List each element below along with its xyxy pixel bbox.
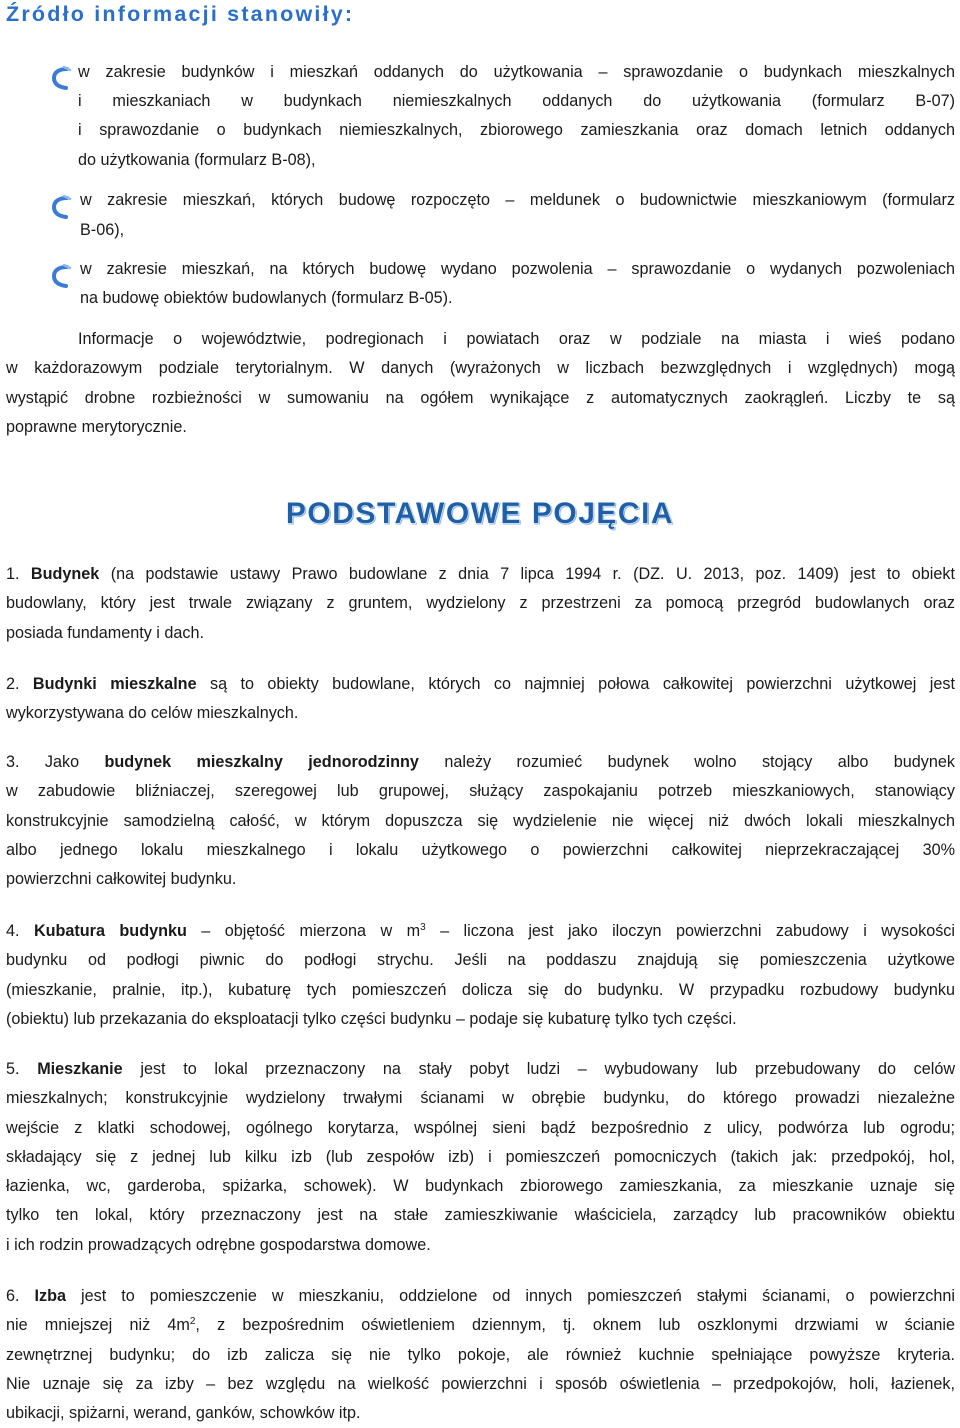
hook-bullet-icon bbox=[48, 262, 72, 292]
source-item-line: w zakresie budynków i mieszkań oddanych do użytkowania – sprawozdanie o budynkach mieszkalnych bbox=[78, 63, 955, 81]
hook-bullet-icon bbox=[48, 64, 72, 94]
definition-text: Nie uznaje się za izby – bez względu na wielkość powierzchni i sposób oświetlenia – przedpokojów, holi, łazienek, bbox=[6, 1374, 955, 1393]
superscript: 3 bbox=[420, 922, 426, 933]
definition-text: 5. bbox=[6, 1060, 38, 1078]
source-item-line: i sprawozdanie o budynkach niemieszkalnych, zbiorowego zamieszkania oraz domach letnich oddanych bbox=[78, 121, 955, 139]
hook-bullet-icon bbox=[48, 193, 72, 223]
source-item-line: do użytkowania (formularz B-08), bbox=[78, 151, 316, 169]
definition-line bbox=[6, 1370, 955, 1399]
source-item-line: w zakresie mieszkań, których budowę rozpoczęto – meldunek o budownictwie mieszkaniowym (formularz bbox=[80, 191, 955, 209]
definition-line bbox=[6, 1055, 955, 1084]
section-title-text: PODSTAWOWE POJĘCIA bbox=[285, 497, 675, 530]
definition-text: i ich rodzin prowadzących odrębne gospodarstwa domowe. bbox=[6, 1235, 431, 1254]
definition-text: jest to lokal przeznaczony na stały pobyt ludzi – wybudowany lub przebudowany do celów bbox=[122, 1060, 956, 1078]
page-heading: Źródło informacji stanowiły: bbox=[6, 2, 355, 26]
definition-term: Budynki mieszkalne bbox=[32, 675, 197, 693]
definition-line bbox=[6, 1311, 955, 1340]
definition-1 bbox=[6, 560, 955, 648]
definition-line bbox=[6, 699, 955, 728]
definition-text: posiada fundamenty i dach. bbox=[6, 623, 204, 642]
definition-3 bbox=[6, 748, 955, 894]
definition-text: budynku od podłogi piwnic do podłogi strychu. Jeśli na poddaszu znajdują się pomieszczenia użytkowe bbox=[6, 951, 955, 970]
definition-line bbox=[6, 1341, 955, 1370]
definition-text: , z bezpośrednim oświetleniem dziennym, tj. oknem lub oszklonymi drzwiami w ścianie bbox=[195, 1316, 955, 1335]
definition-line bbox=[6, 1143, 955, 1172]
definition-text: 6. bbox=[6, 1287, 35, 1305]
definition-text: są to obiekty budowlane, których co najmniej połowa całkowitej powierzchni użytkowej jest bbox=[196, 675, 955, 693]
definition-text: składający się z jednej lub kilku izb (lub zespołów izb) i pomieszczeń pomocniczych (takich jak: przedpokój, hol, bbox=[6, 1147, 955, 1166]
definition-line bbox=[6, 1005, 955, 1034]
definition-text: – objętość mierzona w m bbox=[186, 922, 421, 940]
definition-text: – liczona jest jako iloczyn powierzchni zabudowy i wysokości bbox=[425, 922, 955, 940]
definition-line bbox=[6, 865, 955, 894]
source-item-line: i mieszkaniach w budynkach niemieszkalnych oddanych do użytkowania (formularz B-07) bbox=[78, 92, 955, 110]
superscript: 2 bbox=[189, 1316, 196, 1328]
definition-term: Budynek bbox=[30, 565, 100, 583]
info-paragraph-line: wystąpić drobne rozbieżności w sumowaniu na ogółem wynikające z automatycznych zaokrągleń. Liczby te są bbox=[6, 389, 955, 407]
definition-text: 2. bbox=[6, 675, 33, 693]
definition-text: należy rozumieć budynek wolno stojący albo budynek bbox=[418, 753, 955, 771]
definition-6 bbox=[6, 1282, 955, 1428]
definition-line bbox=[6, 560, 955, 589]
section-title bbox=[0, 490, 960, 539]
definition-text: jest to pomieszczenie w mieszkaniu, oddzielone od innych pomieszczeń stałymi ścianami, o powierzchni bbox=[66, 1287, 956, 1305]
definition-line bbox=[6, 589, 955, 618]
definition-text: (mieszkanie, pralnie, itp.), kubaturę tych pomieszczeń dolicza się do budynku. W przypadku rozbudowy budynku bbox=[6, 980, 955, 999]
definition-text: konstrukcyjnie samodzielną całość, w którym dopuszcza się wydzielenie nie więcej niż dwóch lokali mieszkalnych bbox=[6, 811, 955, 830]
definition-line bbox=[6, 748, 955, 777]
definition-text: wykorzystywana do celów mieszkalnych. bbox=[6, 704, 299, 723]
info-paragraph-line: w każdorazowym podziale terytorialnym. W danych (wyrażonych w liczbach bezwzględnych i względnych) mogą bbox=[6, 359, 955, 377]
definition-line bbox=[6, 836, 955, 865]
definition-text: tylko ten lokal, który przeznaczony jest na stałe zamieszkiwanie właściciela, zarządcy lub pracowników obiektu bbox=[6, 1206, 955, 1225]
definition-line bbox=[6, 1172, 955, 1201]
definition-text: budowlany, który jest trwale związany z gruntem, wydzielony z przestrzeni za pomocą przegród budowlanych oraz bbox=[6, 594, 955, 613]
definition-text: (obiektu) lub przekazania do eksploatacji tylko części budynku – podaje się kubaturę tylko tych części. bbox=[6, 1009, 737, 1028]
definition-line bbox=[6, 1399, 955, 1428]
info-paragraph-line: poprawne merytorycznie. bbox=[6, 418, 187, 436]
definition-line bbox=[6, 807, 955, 836]
definition-text: nie mniejszej niż 4m bbox=[6, 1316, 190, 1335]
definition-term: Mieszkanie bbox=[37, 1060, 123, 1078]
definition-term: budynek mieszkalny jednorodzinny bbox=[104, 753, 419, 771]
definition-line bbox=[6, 1084, 955, 1113]
definition-line bbox=[6, 976, 955, 1005]
definition-text: zewnętrznej budynku; do izb zalicza się nie tylko pokoje, ale również kuchnie spełniające powyższe kryteria. bbox=[6, 1345, 955, 1364]
source-item-line: na budowę obiektów budowlanych (formularz B-05). bbox=[80, 289, 453, 307]
definition-text: (na podstawie ustawy Prawo budowlane z dnia 7 lipca 1994 r. (DZ. U. 2013, poz. 1409) jest to obiekt bbox=[99, 565, 955, 583]
definition-line bbox=[6, 619, 955, 648]
definition-text: 4. bbox=[6, 922, 34, 940]
definition-5 bbox=[6, 1055, 955, 1260]
definition-line bbox=[6, 917, 955, 946]
section-title-graphic bbox=[285, 490, 675, 534]
definition-line bbox=[6, 1282, 955, 1311]
definition-line bbox=[6, 1201, 955, 1230]
source-item-line: B-06), bbox=[80, 221, 125, 239]
definition-line bbox=[6, 946, 955, 975]
definition-line bbox=[6, 670, 955, 699]
definition-text: 3. Jako bbox=[6, 753, 105, 771]
definition-term: Izba bbox=[34, 1287, 67, 1305]
definition-text: łazienka, wc, garderoba, spiżarka, schowek). W budynkach zbiorowego zamieszkania, za mieszkanie uznaje się bbox=[6, 1177, 955, 1196]
info-paragraph-line: Informacje o województwie, podregionach i powiatach oraz w podziale na miasta i wieś podano bbox=[78, 330, 955, 348]
definition-text: mieszkalnych; konstrukcyjnie wydzielony trwałymi ścianami w obrębie budynku, do którego prowadzi niezależne bbox=[6, 1089, 955, 1108]
definition-text: wejście z klatki schodowej, ogólnego korytarza, wspólnej sieni bądź bezpośrednio z ulicy, podwórza lub ogrodu; bbox=[6, 1118, 955, 1137]
definition-2 bbox=[6, 670, 955, 729]
definition-text: w zabudowie bliźniaczej, szeregowej lub grupowej, służący zaspokajaniu potrzeb mieszkaniowych, stanowiący bbox=[6, 782, 955, 801]
source-item-line: w zakresie mieszkań, na których budowę wydano pozwolenia – sprawozdanie o wydanych pozwoleniach bbox=[80, 260, 955, 278]
definition-text: powierzchni całkowitej budynku. bbox=[6, 870, 237, 889]
definition-line bbox=[6, 1231, 955, 1260]
definition-term: Kubatura budynku bbox=[33, 922, 187, 940]
definition-text: 1. bbox=[6, 565, 31, 583]
definition-line bbox=[6, 777, 955, 806]
definition-text: albo jednego lokalu mieszkalnego i lokalu użytkowego o powierzchni całkowitej nieprzekraczającej 30% bbox=[6, 840, 955, 859]
definition-text: ubikacji, spiżarni, werand, ganków, schowków itp. bbox=[6, 1404, 361, 1423]
definition-4 bbox=[6, 917, 955, 1034]
definition-line bbox=[6, 1114, 955, 1143]
